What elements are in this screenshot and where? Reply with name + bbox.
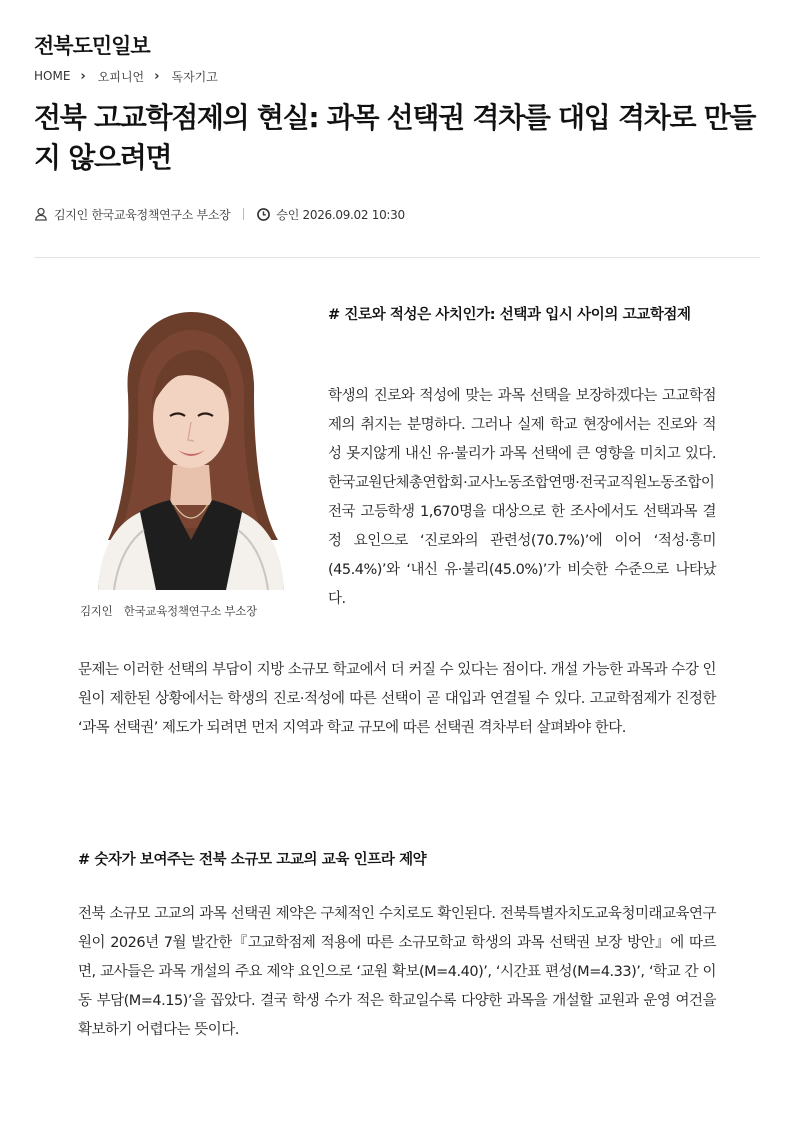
paragraph-2: 문제는 이러한 선택의 부담이 지방 소규모 학교에서 더 커질 수 있다는 점이다. 개설 가능한 과목과 수강 인원이 제한된 상황에서는 학생의 진로·적성에 따른 선택이 곧 대입과 연결될 수 있다. 고교학점제가 진정한 ‘과목 선택권’ 제도가 되려면 먼저 지역과 학교 규모에 따른 선택권 격차부터 살펴봐야 한다. [78, 662, 716, 736]
breadcrumb-section[interactable]: 오피니언 [97, 69, 145, 84]
site-logo[interactable]: 전북도민일보 [34, 33, 150, 58]
subheading-1: # 진로와 적성은 사치인가: 선택과 입시 사이의 고교학점제 [328, 307, 691, 323]
author-photo [78, 300, 304, 590]
article-approved-date: 승인 2026.09.02 10:30 [276, 207, 405, 222]
caption-role: 한국교육정책연구소 부소장 [123, 604, 257, 618]
paragraph-3: 전북 소규모 고교의 과목 선택권 제약은 구체적인 수치로도 확인된다. 전북특별자치도교육청미래교육연구원이 2026년 7월 발간한『고교학점제 적용에 따른 소규모학교 학생의 과목 선택권 보장 방안』에 따르면, 교사들은 과목 개설의 주요 제약 요인으로 ‘교원 확보(M=4.40)’, ‘시간표 편성(M=4.33)’, ‘학교 간 이동 부담(M=4.15)’을 꼽았다. 결국 학생 수가 적은 학교일수록 다양한 과목을 개설할 교원과 운영 여건을 확보하기 어렵다는 뜻이다. [78, 906, 716, 1038]
photo-caption [80, 603, 257, 619]
chevron-right-icon: › [154, 68, 160, 84]
article-meta [34, 204, 405, 224]
clock-icon [257, 208, 270, 221]
breadcrumb-category[interactable]: 독자기고 [171, 69, 218, 84]
paragraph-1: 학생의 진로와 적성에 맞는 과목 선택을 보장하겠다는 고교학점제의 취지는 분명하다. 그러나 실제 학교 현장에서는 진로와 적성 못지않게 내신 유·불리가 과목 선택에 큰 영향을 미치고 있다. 한국교원단체총연합회·교사노동조합연맹·전국교직원노동조합이 전국 고등학생 1,670명을 대상으로 한 조사에서도 선택과목 결정 요인으로 ‘진로와의 관련성(70.7%)’에 이어 ‘적성·흥미(45.4%)’와 ‘내신 유·불리(45.0%)’가 비슷한 수준으로 나타났다. [328, 388, 716, 607]
person-icon [34, 207, 48, 221]
meta-divider [243, 208, 244, 220]
subheading-2: # 숫자가 보여주는 전북 소규모 고교의 교육 인프라 제약 [78, 852, 427, 868]
chevron-right-icon: › [80, 68, 86, 84]
breadcrumb [34, 67, 218, 85]
breadcrumb-home[interactable]: HOME [34, 69, 71, 83]
header-divider [34, 257, 760, 258]
article-author: 김지인 한국교육정책연구소 부소장 [54, 207, 231, 222]
caption-name: 김지인 [80, 604, 113, 618]
article-title: 전북 고교학점제의 현실: 과목 선택권 격차를 대입 격차로 만들지 않으려면 [34, 101, 756, 174]
